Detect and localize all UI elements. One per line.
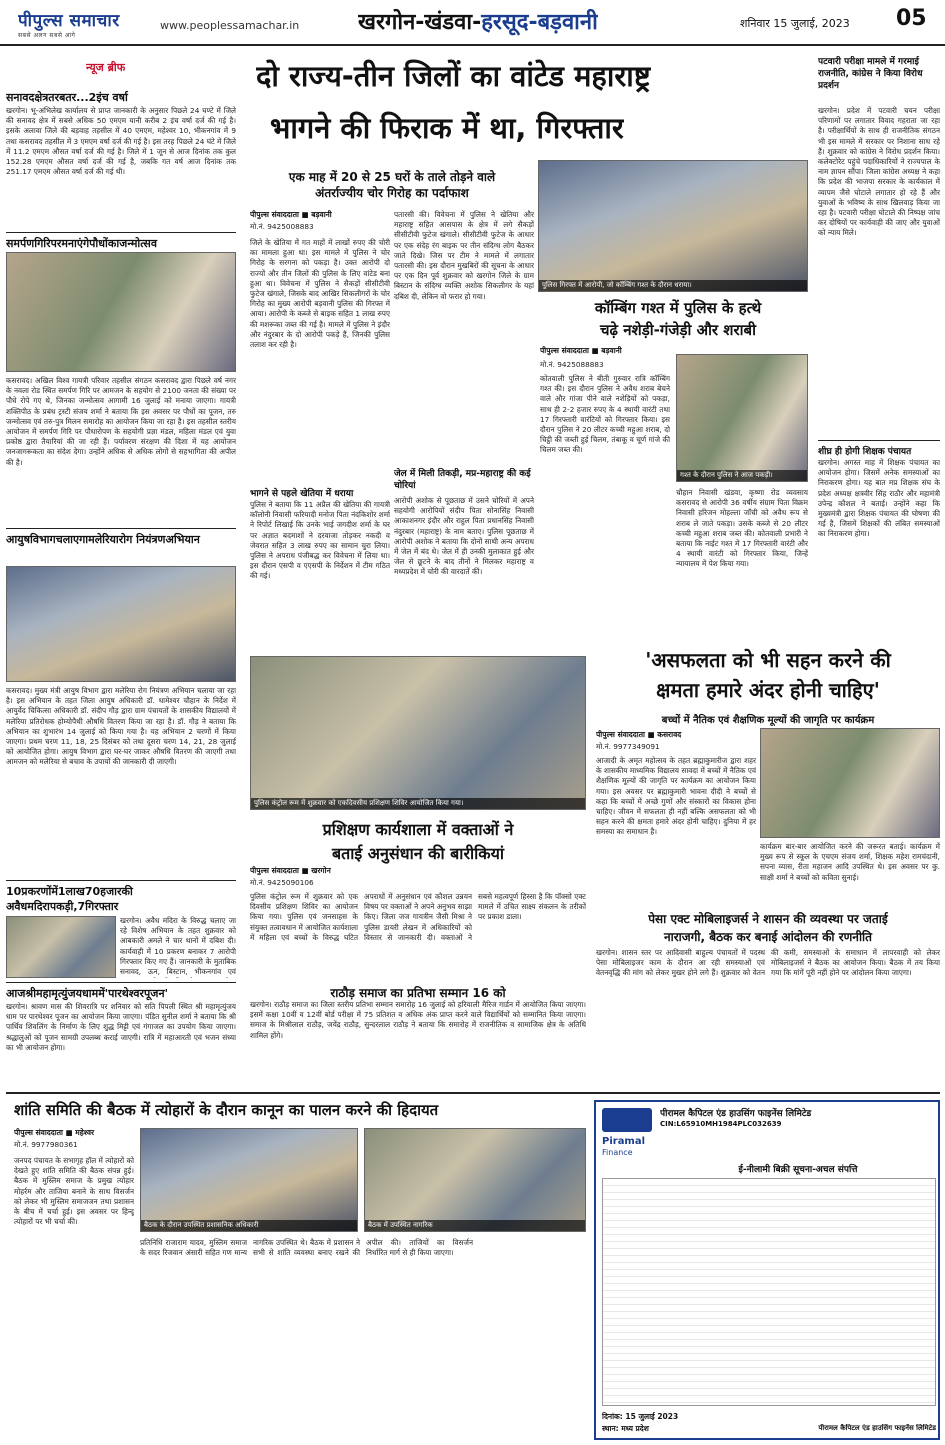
combing-body-2: चौहान निवासी खंडवा, कृष्णा रोड व्यवसाय कसरावद से आरोपी 36 वर्षीय संग्राम पिता विक्रम निवासी हरिजन मोहल्ला जाँची को अवैध रूप से शराब ले जाते पकड़ा। उसके कब्जे से 20 लीटर कच्ची महुआ शराब जब्त की। कोतवाली प्रभारी ने बताया कि नाईट गश्त में 17 गिरफ्तारी वारंटी और 4 स्थायी वारंटी को गिरफ्तार किया, जिन्हें न्यायालय में पेश किया गया।: [676, 488, 808, 569]
ad-brand: Piramal: [602, 1136, 646, 1147]
brief-body-puja: खरगोन। श्रावण मास की शिवरात्रि पर शनिवार को सति पिपली स्थित श्री महामृत्युंजय धाम पर पारथेश्वर पूजन का आयोजन किया जाएगा। पंडित सुनील शर्मा ने बताया कि श्री पार्थिव शिवलिंग के निर्माण के लिए शुद्ध मिट्टी एवं गंगाजल का उपयोग किया जाएगा। श्रद्धालुओं को पूजन सामग्री उपलब्ध कराई जाएगी। रात्रि में महाआरती एवं भजन संध्या का भी आयोजन होगा।: [6, 1002, 236, 1052]
page-number: 05: [896, 6, 927, 31]
values-deck: बच्चों में नैतिक एवं शैक्षणिक मूल्यों की जागृति पर कार्यक्रम: [661, 715, 875, 726]
brief-body-liquor: खरगोन। अवैध मदिरा के विरुद्ध चलाए जा रहे विशेष अभियान के तहत शुक्रवार को आबकारी अमले ने चार थानों में दबिश दी। कार्यवाही में 10 प्रकरण बनाकर 7 आरोपी गिरफ्तार किए गए हैं। जानकारी के मुताबिक सनावद, ऊन, बिस्टान, भीकनगांव एवं: [120, 916, 236, 977]
lead-body-1: जिले के खेतिया में गत माहों में लाखों रुपए की चोरी का मामला हुआ था। इस मामले में पुलिस ने चोर गिरोह के सरगना को पकड़ा है। उक्त आरोपी दो राज्यों और तीन जिलों की पुलिस के लिए वांटेड बना हुआ था। विवेचना में पुलिस ने सैकड़ों सीसीटीवी फुटेज खंगाले, जिसके बाद आखिर सिकलीगरों के चोर गिरोह का मुख्य आरोपी बड़वानी पुलिस की गिरफ्त में आया। आरोपी के कब्जे से बाइक सहित 1 लाख रुपए की मशरूका जब्त की गई है। मामले में पुलिस ने इंदौर और नंदुरबार के दो आरोपी पकड़े हैं, जिनकी पुलिस तलाश कर रही है।: [250, 238, 390, 350]
workshop-byline: पीपुल्स संवाददाता ■ खरगोन: [250, 866, 331, 875]
workshop-photo: [250, 656, 586, 810]
ad-heading: ई-नीलामी बिक्री सूचना-अचल संपत्ति: [738, 1165, 858, 1175]
ad-sign: पीरामल कैपिटल एंड हाउसिंग फाइनेंस लिमिटेड: [818, 1424, 936, 1432]
shanti-photo-2: [364, 1128, 586, 1232]
edition-sub: हरसूद-बड़वानी: [481, 10, 598, 35]
lead-deck-2: अंतर्राज्यीय चोर गिरोह का पर्दाफाश: [315, 186, 469, 200]
site-url[interactable]: www.peoplessamachar.in: [160, 19, 300, 32]
lead-mobile: मो.नं. 9425008883: [250, 222, 314, 231]
ad-place: स्थान: मध्य प्रदेश: [602, 1424, 649, 1433]
section-divider: [6, 1092, 940, 1094]
divider: [6, 880, 236, 881]
divider: [6, 982, 236, 983]
divider: [6, 232, 236, 233]
brief-headline-sapling: समर्पणगिरिपरमनाएंगेपौधोंकाजन्मोत्सव: [6, 237, 157, 250]
lead-body-3: पतारसी की। विवेचना में पुलिस ने खेतिया और महाराष्ट्र सहित आसपास के क्षेत्र में लगे सैकड़ों सीसीटीवी फुटेज खंगाले। सीसीटीवी फुटेज के आधार पर एक संदेह रंग बाइक पर तीन संदिग्ध लोग बैठकर जाते दिखे। जिस पर टीम ने मामले में लगातार पतारसी की। इस दौरान मुखबिरों की सूचना के आधार पर एक दिन पूर्व शुक्रवार को खरगोन जिले के ग्राम बिस्टान के संदिग्ध व्यक्ति अशोक सिकलीगर के यहां दबिश दी, लेकिन वो फरार हो गया।: [394, 210, 534, 301]
piramal-ad: [594, 1100, 940, 1440]
edition-title: [358, 6, 598, 36]
sapling-photo: [6, 252, 236, 372]
values-headline-1: 'असफलता को भी सहन करने की: [645, 648, 891, 672]
brief-body-ayush: कसरावद। मुख्य मंत्री आयुष विभाग द्वारा मलेरिया रोग नियंत्रण अभियान चलाया जा रहा है। इस अभियान के तहत जिला आयुष अधिकारी डॉ. धामेश्वर चौहान के निर्देश में आयुर्वेद चिकित्सा अधिकारी डॉ. संदीप गौड़ द्वारा ग्राम पंचायतों के शासकीय विद्यालयों में मलेरिया प्रतिरोधक होम्योपैथी औषधि वितरण किया जा रहा है। डॉ. गौड़ ने बताया कि अभियान का शुभारंभ 14 जुलाई को किया गया है। यह अभियान 2 चरणों में किया जाएगा। प्रथम चरण 11, 18, 25 दिसंबर को तथा दूसरा चरण 14, 21, 28 जुलाई को आयोजित होगा। आयुष विभाग द्वारा घर-घर जाकर औषधि वितरण की जाएगी तथा आमजन को मलेरिया से बचाव के उपायों की जानकारी दी जाएगी।: [6, 686, 236, 767]
brief-headline-liquor: 10प्रकरणोंमें1लाख70हजारकी अवैधमदिरापकड़ी,7गिरफ्तार: [6, 885, 133, 913]
news-brief-tag: न्यूज ब्रीफ: [86, 61, 126, 74]
values-photo: [760, 728, 940, 838]
ad-table: [602, 1178, 936, 1406]
values-headline-2: क्षमता हमारे अंदर होनी चाहिए': [656, 678, 880, 702]
values-byline: पीपुल्स संवाददाता ■ कसरावद: [596, 730, 682, 739]
lead-headline-line2: भागने की फिराक में था, गिरफ्तार: [270, 111, 624, 145]
arrest-photo-caption: पुलिस गिरफ्त में आरोपी, जो कॉम्बिंग गश्त के दौरान धराया।: [539, 280, 808, 291]
ad-brand-sub: Finance: [602, 1148, 633, 1157]
workshop-photo-caption: पुलिस कंट्रोल रूम में शुक्रवार को एकदिवसीय प्रशिक्षण शिविर आयोजित किया गया।: [251, 798, 586, 809]
brief-body-sapling: कसरावद। अखिल विश्व गायत्री परिवार तहसील संगठन कसरावद द्वारा पिछले वर्ष नगर के नवला रोड स्थित समर्पण गिरि पर आमजन के सहयोग से 2100 जनता की संख्या पर पौधे रोपे गए थे, जिनका जन्मोत्सव आगामी 16 जुलाई को मनाया जाएगा। गायत्री शक्तिपीठ के प्रबंध ट्रस्टी संजय शर्मा ने बताया कि इस अवसर पर पौधों का पूजन, तरु जन्मोत्सव एवं तरु-पुत्र मिलन समारोह का आयोजन किया जा रहा है। इस तहसील स्तरीय आयोजन में समर्पण गिरि पर पौधारोपण के सहयोगी प्रज्ञा मंडल, महिला मंडल एवं युवा प्रकोष्ठ द्वारा तैयारियां की जा रही हैं। पर्यावरण संरक्षण की दिशा में यह आयोजन जनजागरूकता का संदेश देगा। उन्होंने अधिक से अधिक लोगों से सहभागिता की अपील की है।: [6, 376, 236, 467]
shanti-photo-2-caption: बैठक में उपस्थित नागरिक: [365, 1220, 586, 1231]
rathore-headline: राठौड़ समाज का प्रतिभा सम्मान 16 को: [330, 986, 506, 1000]
arrest-photo: [538, 160, 808, 292]
brand-logo: [18, 8, 120, 39]
lead-body-2: पुलिस ने बताया कि 11 अप्रैल की खेतिया की गायत्री कॉलोनी निवासी फरियादी मनोज पिता नंदकिशोर शर्मा ने रिपोर्ट लिखाई कि उनके भाई जगदीश शर्मा के घर पर अज्ञात बदमाशों ने दरवाजा तोड़कर नकदी व जेवरात सहित 3 लाख रुपए का सामान चुरा लिया। पुलिस ने अपराध पंजीबद्ध कर विवेचना में लिया था। इस दौरान एसपी व एएसपी के निर्देशन में टीम गठित की गई।: [250, 500, 390, 581]
shanti-body-1: जनपद पंचायत के सभागृह हॉल में त्योहारों को देखते हुए शांति समिति की बैठक संपन्न हुई। बैठक में मुस्लिम समाज के प्रमुख त्योहार मोहर्रम और ताजिया बनाने के साथ विसर्जन को लेकर भी मुस्लिम समाजजन तथा प्रशासन के बीच में चर्चा हुई। इस अवसर पर हिन्दू त्योहारों पर भी चर्चा की।: [14, 1156, 134, 1227]
shanti-body-2: प्रतिनिधि राजाराम यादव, मुस्लिम समाज के सदर रिजवान अंसारी सहित गण मान्य नागरिक उपस्थित थे। बैठक में प्रशासन ने सभी से शांति व्यवस्था बनाए रखने की अपील की। ताजियों का विसर्जन निर्धारित मार्ग से ही किया जाएगा।: [140, 1238, 473, 1258]
lead-subhead-1: भागने से पहले खेतिया में धराया: [250, 489, 354, 499]
patwari-headline: पटवारी परीक्षा मामले में गरमाई राजनीति, कांग्रेस ने किया विरोध प्रदर्शन: [818, 57, 923, 91]
lead-body-4: आरोपी अशोक से पूछताछ में उसने चोरियों में अपने सहयोगी आरोपियों संदीप पिता सोनासिंह निवासी आकाशनगर इंदौर और राहुल पिता प्रधानसिंह निवासी नंदुरबार (महाराष्ट्र) के नाम बताए। पुलिस पूछताछ में आरोपी अशोक ने बताया कि दोनों साथी अन्य अपराध में जेल में बंद थे। जेल में ही उनकी मुलाकात हुई और जेल से छूटने के बाद तीनों ने मिलकर महाराष्ट्र व मध्यप्रदेश में चोरी की वारदातें कीं।: [394, 496, 534, 577]
combing-body-1: कोतवाली पुलिस ने बीती गुरुवार रात्रि कॉम्बिंग गश्त की। इस दौरान पुलिस ने अवैध शराब बेचने वाले और गांजा पीने वाले नशेड़ियों को पकड़ा, साथ ही 2-2 हजार रुपए के 4 स्थायी वारंटी तथा 17 गिरफ्तारी वारंटियों को गिरफ्तार किया। इस दौरान पुलिस ने 20 लीटर कच्ची महुआ शराब, दो चिट्ठी की जब्ती हुई चिलम, तंबाकू व चूर्ण गांजे की चिलम जब्त की।: [540, 374, 670, 455]
combing-photo: [676, 354, 808, 482]
workshop-body: पुलिस कंट्रोल रूम में शुक्रवार को एक दिवसीय प्रशिक्षण शिविर का आयोजन किया गया। पुलिस एवं जनसाहस के संयुक्त तत्वावधान में आयोजित कार्यशाला में महिला एवं बच्चों के विरुद्ध घटित अपराधों में अनुसंधान एवं कौशल उन्नयन विषय पर वक्ताओं ने अपने अनुभव साझा किए। जिला जज गायत्रीन जैसी मिश्रा ने पुलिस डायरी लेखन में अधिकारियों को विस्तार से जानकारी दी। वक्ताओं ने सबसे महत्वपूर्ण हिस्सा है कि पॉक्सो एक्ट मामले में उचित साक्ष्य संकलन के तरीकों पर प्रकाश डाला।: [250, 892, 586, 942]
workshop-headline-2: बताई अनुसंधान की बारीकियां: [331, 844, 504, 863]
lead-byline: पीपुल्स संवाददाता ■ बड़वानी: [250, 210, 332, 219]
shanti-byline: पीपुल्स संवाददाता ■ महेश्वर: [14, 1128, 95, 1137]
shanti-headline: शांति समिति की बैठक में त्योहारों के दौरान कानून का पालन करने की हिदायत: [14, 1101, 439, 1119]
piramal-logo-icon: [602, 1108, 652, 1132]
right-column: [818, 56, 940, 636]
workshop-headline-1: प्रशिक्षण कार्यशाला में वक्ताओं ने: [322, 820, 514, 839]
teacher-headline: शीघ्र ही होगी शिक्षक पंचायत: [818, 447, 912, 457]
brand-name: पीपुल्स समाचार: [18, 11, 120, 31]
lead-deck-1: एक माह में 20 से 25 घरों के ताले तोड़ने वाले: [288, 170, 496, 184]
ad-title: पीरामल कैपिटल एंड हाउसिंग फाइनेंस लिमिटेड: [660, 1109, 812, 1119]
shanti-photo-1: [140, 1128, 358, 1232]
edition-main: खरगोन-खंडवा-: [358, 10, 482, 35]
values-body-2: कार्यक्रम बार-बार आयोजित करने की जरूरत बताई। कार्यक्रम में मुख्य रूप से स्कूल के एचएम संजय शर्मा, शिक्षक महेश रामचंदानी, सपना व्यास, रीता महाजन आदि उपस्थित थे। इस अवसर पर कु. साक्षी शर्मा ने बच्चों को कविता सुनाई।: [760, 842, 940, 882]
brief-headline-rain: सनावदक्षेत्रतरबतर...2इंच वर्षा: [6, 91, 128, 104]
ayush-photo: [6, 566, 236, 682]
brand-tagline: सबसे अलग सबसे आगे: [18, 32, 76, 39]
liquor-photo: [6, 916, 116, 978]
values-mobile: मो.नं. 9977349091: [596, 742, 660, 751]
ad-cin: CIN:L65910MH1984PLC032639: [660, 1120, 782, 1128]
lead-headline-block: [246, 56, 812, 166]
combing-byline: पीपुल्स संवाददाता ■ बड़वानी: [540, 346, 622, 355]
patwari-body: खरगोन। प्रदेश में पटवारी चयन परीक्षा परिणामों पर लगातार विवाद गहराता जा रहा है। परीक्षार्थियों के साथ ही राजनीतिक संगठन भी इस मामले में सरकार पर निशाना साध रहे हैं। शुक्रवार को कांग्रेस ने विरोध प्रदर्शन किया। कलेक्टोरेट पहुंचे पदाधिकारियों ने राज्यपाल के नाम ज्ञापन सौंपा। जिला कांग्रेस अध्यक्ष ने कहा कि प्रदेश की भाजपा सरकार के कार्यकाल में व्यापम जैसे घोटाले लगातार हो रहे हैं और युवाओं के भविष्य के साथ खिलवाड़ किया जा रहा है। पटवारी परीक्षा घोटाले की निष्पक्ष जांच कर दोषियों पर कार्यवाही की जाए और युवाओं को न्याय मिले।: [818, 106, 940, 238]
pesa-headline-1: पेसा एक्ट मोबिलाइजर्स ने शासन की व्यवस्था पर जताई: [648, 912, 888, 926]
brief-body-rain: खरगोन। भू-अभिलेख कार्यालय से प्राप्त जानकारी के अनुसार पिछले 24 घण्टे में जिले की सनावद क्षेत्र में सबसे अधिक 50 एमएम यानी करीब 2 इंच वर्षा दर्ज की गई है। इसके अलावा जिले की बड़वाह तहसील में 40 एमएम, महेश्वर 10, भीकनगांव में 9 तथा कसरावद तहसील में 3 एमएम वर्षा दर्ज की गई है। इस तरह पिछले 24 घंटे में जिले में 11.2 एमएम औसत वर्षा दर्ज की गई है। जिले में 1 जून से आज दिनांक तक कुल 152.28 एमएम औसत वर्षा दर्ज की गई है, जबकि गत वर्ष आज दिनांक तक 251.17 एमएम औसत वर्षा दर्ज की गई थी।: [6, 106, 236, 177]
lead-subhead-2: जेल में मिली तिकड़ी, मप्र-महाराष्ट्र की कई चोरियां: [394, 469, 531, 491]
workshop-mobile: मो.नं. 9425090106: [250, 878, 314, 887]
ad-date: दिनांक: 15 जुलाई 2023: [602, 1412, 679, 1421]
shanti-photo-1-caption: बैठक के दौरान उपस्थित प्रशासनिक अधिकारी: [141, 1220, 358, 1231]
brief-headline-puja: आजश्रीमहामृत्युंजयधाममें'पारथेश्वरपूजन': [6, 987, 168, 1000]
combing-headline-2: चढ़े नशेड़ी-गंजेड़ी और शराबी: [600, 321, 756, 339]
issue-date: शनिवार 15 जुलाई, 2023: [740, 17, 850, 30]
combing-photo-caption: गश्त के दौरान पुलिस ने आज पकड़ी।: [677, 470, 808, 481]
lead-headline-line1: दो राज्य-तीन जिलों का वांटेड महाराष्ट्र: [256, 59, 651, 93]
pesa-headline-2: नाराजगी, बैठक कर बनाई आंदोलन की रणनीति: [663, 930, 873, 944]
masthead: [0, 0, 945, 46]
teacher-body: खरगोन। अगस्त माह में शिक्षक पंचायत का आयोजन होगा। जिसमें अनेक समस्याओं का निराकरण होगा। यह बात मप्र शिक्षक संघ के प्रदेश अध्यक्ष क्षत्रवीर सिंह राठौर और महामंत्री उपेन्द्र कौशल ने बताई। उन्होंने कहा कि मुख्यमंत्री द्वारा शिक्षक पंचायत की घोषणा की गई है, जिसमें शिक्षकों की लंबित समस्याओं का निराकरण होगा।: [818, 458, 940, 539]
divider: [6, 528, 236, 529]
pesa-body: खरगोन। शासन स्तर पर आदिवासी बाहुल्य पंचायतों में पदस्थ पेसा मोबिलाइजर काम के दौरान आ रही समस्याओं एवं वेतनवृद्धि की मांग को लेकर मुखर होने लगे हैं। शुक्रवार को वेतन की कमी, समस्याओं के समाधान में लापरवाही को लेकर मोबिलाइजर्स ने बैठक का आयोजन किया। बैठक में तय किया गया कि मांगें पूरी नहीं होने पर आंदोलन किया जाएगा।: [596, 948, 940, 978]
left-column: [6, 60, 236, 1092]
shanti-mobile: मो.नं. 9977980361: [14, 1140, 78, 1149]
brief-headline-ayush: आयुषविभागचलाएगामलेरियारोग नियंत्रणअभियान: [6, 533, 200, 546]
combing-headline-1: कॉम्बिंग गश्त में पुलिस के हत्थे: [594, 299, 762, 317]
divider: [818, 440, 940, 441]
combing-mobile: मो.नं. 9425088883: [540, 360, 604, 369]
rathore-body: खरगोन। राठौड़ समाज का जिला स्तरीय प्रतिभा सम्मान समारोह 16 जुलाई को हरियाली मैरिज गार्डन में आयोजित किया जाएगा। इसमें कक्षा 10वीं व 12वीं बोर्ड परीक्षा में 75 प्रतिशत व अधिक अंक प्राप्त करने वाले विद्यार्थियों को सम्मानित किया जाएगा। समाज के मिश्रीलाल राठौड़, जयेंद्र राठौड़, सुन्दरलाल राठौड़ ने बताया कि समारोह में राजनीतिक व सामाजिक क्षेत्र के अतिथि शामिल होंगे।: [250, 1000, 586, 1040]
values-body: आजादी के अमृत महोत्सव के तहत ब्रह्माकुमारीज द्वारा शहर के शासकीय माध्यमिक विद्यालय सावदा में बच्चों में नैतिक एवं शैक्षणिक मूल्यों की जागृति पर कार्यक्रम का आयोजन किया गया। इस अवसर पर ब्रह्माकुमारी भावना दीदी ने बच्चों से कहा कि बच्चों में अच्छे गुणों और संस्कारों का विकास होना चाहिए। जीवन में सफलता ही नहीं बल्कि असफलता को भी सहन करने की क्षमता हमारे अंदर होनी चाहिए। दुनिया में हर समस्या का समाधान है।: [596, 756, 756, 837]
